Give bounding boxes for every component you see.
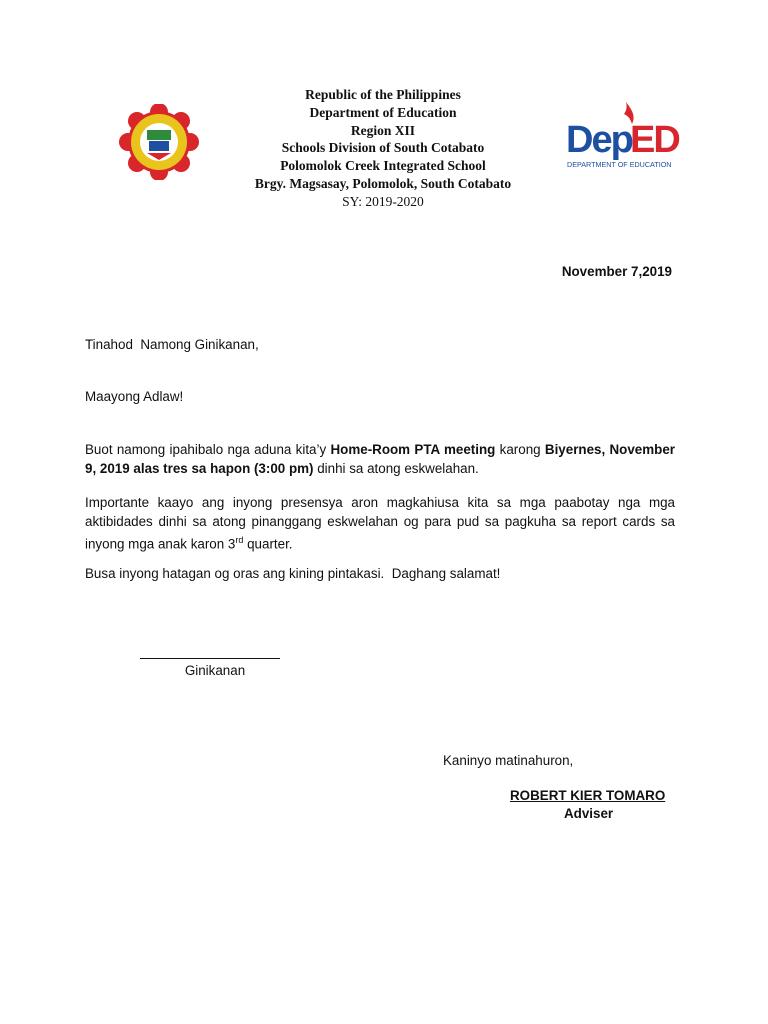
svg-text:ED: ED: [630, 119, 679, 161]
parent-signature-line: [140, 658, 280, 659]
header-school-year: SY: 2019-2020: [342, 193, 424, 209]
greeting: Maayong Adlaw!: [85, 389, 184, 404]
p2-text-b: quarter.: [243, 536, 293, 552]
header-division: Schools Division of South Cotabato: [281, 140, 485, 156]
paragraph-closing: Busa inyong hatagan og oras ang kining pintakasi. Daghang salamat!: [85, 566, 501, 581]
closing-phrase: Kaninyo matinahuron,: [443, 753, 574, 768]
header-department: Department of Education: [309, 104, 457, 120]
p1-text-e: dinhi sa atong eskwelahan.: [313, 460, 479, 476]
p1-text-c: karong: [495, 442, 545, 457]
svg-text:DEPARTMENT OF EDUCATION: DEPARTMENT OF EDUCATION: [567, 160, 672, 169]
signer-title: Adviser: [564, 806, 614, 821]
header-school: Polomolok Creek Integrated School: [280, 158, 486, 174]
header-region: Region XII: [350, 122, 416, 138]
paragraph-meeting: [85, 441, 675, 478]
p2-text-a: Importante kaayo ang inyong presensya aron magkahiusa kita sa mga paabotay nga mga aktibidades dinhi sa atong pinanggang eskwelahan og para pud sa pagkuha sa report cards sa inyong mga anak karon 3: [85, 495, 675, 552]
letterhead: [200, 86, 566, 211]
p1-meeting-name: Home-Room PTA meeting: [330, 442, 496, 457]
school-logo: [116, 104, 202, 180]
header-address: Brgy. Magsasay, Polomolok, South Cotabato: [254, 175, 512, 191]
p1-meeting-datetime: Biyernes, November 9, 2019 alas tres sa hapon (3:00 pm): [85, 442, 675, 476]
signer-name: ROBERT KIER TOMARO: [510, 788, 666, 803]
svg-text:Dep: Dep: [566, 119, 632, 161]
parent-label: Ginikanan: [184, 663, 246, 678]
salutation: Tinahod Namong Ginikanan,: [85, 337, 259, 352]
p1-text-a: Buot namong ipahibalo nga aduna kita’y: [85, 442, 331, 457]
paragraph-importance: [85, 494, 675, 554]
deped-logo: [564, 100, 680, 172]
header-republic: Republic of the Philippines: [305, 87, 461, 102]
letter-date: November 7,2019: [561, 264, 672, 279]
p2-superscript: rd: [235, 535, 244, 545]
